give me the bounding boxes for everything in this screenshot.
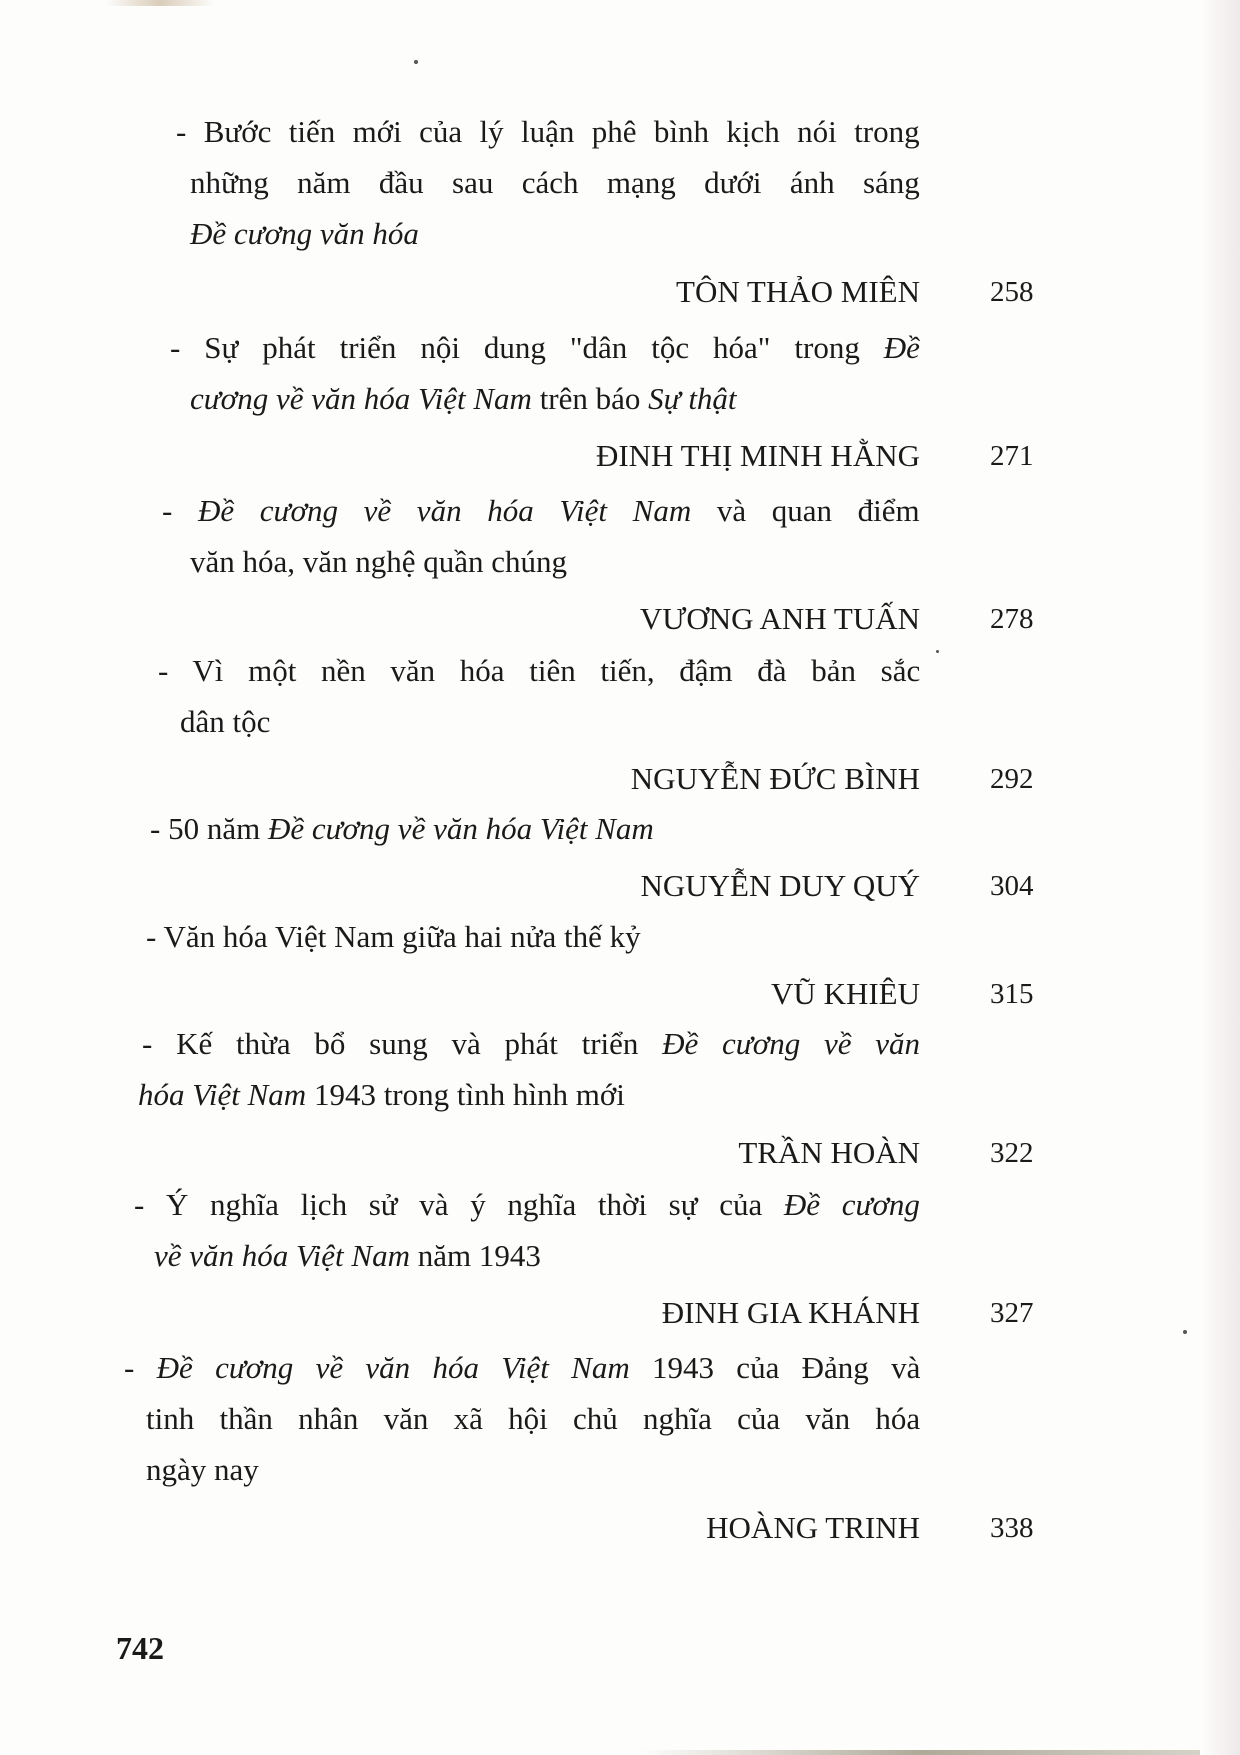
toc-title-italic-segment: Đề cương về văn hóa Việt Nam [156,1350,630,1385]
page-edge-shadow-right [1200,0,1240,1755]
toc-title-segment: - [124,1350,157,1385]
toc-entry-page-number: 278 [990,603,1034,635]
toc-title-italic-segment: Đề cương về văn hóa Việt Nam [197,493,692,528]
toc-entry-author: VŨ KHIÊU [771,976,920,1011]
toc-title-segment: - 50 năm [150,811,268,846]
toc-entry-title-line [146,1450,259,1490]
toc-title-italic-segment: Đề [883,330,920,365]
toc-entry-title-line [146,1399,920,1439]
toc-entry-page-number: 322 [990,1137,1034,1169]
toc-title-italic-segment: hóa Việt Nam [138,1077,307,1112]
toc-entry-title-line [176,112,920,152]
toc-entry-title-line [158,651,920,691]
toc-title-italic-segment: cương về văn hóa Việt Nam [190,381,532,416]
toc-title-italic-segment: Đề cương [783,1187,920,1222]
page-number: 742 [116,1630,164,1666]
toc-entry-author: TÔN THẢO MIÊN [676,274,920,309]
toc-entry-page-number: 315 [990,978,1034,1010]
toc-title-segment: - Sự phát triển nội dung "dân tộc hóa" trong [170,330,884,365]
toc-entry-author: ĐINH GIA KHÁNH [661,1295,920,1330]
toc-entry-title-line [190,379,737,419]
toc-title-segment: - [162,493,198,528]
toc-title-segment: - Bước tiến mới của lý luận phê bình kịch nói trong [176,114,920,149]
toc-entry-title-line [170,328,920,368]
toc-title-segment: - Ý nghĩa lịch sử và ý nghĩa thời sự của [134,1187,784,1222]
toc-entry-title-line [154,1236,541,1276]
speck [414,60,418,64]
page-edge-shadow-bottom [640,1750,1200,1755]
toc-entry-title-line [138,1075,625,1115]
toc-title-segment: văn hóa, văn nghệ quần chúng [190,544,568,579]
toc-entry-page-number: 271 [990,440,1034,472]
toc-title-italic-segment: Đề cương về văn hóa Việt Nam [267,811,654,846]
toc-entry-title-line [162,491,920,531]
toc-entry-author: NGUYỄN DUY QUÝ [640,868,920,903]
toc-entry-author: NGUYỄN ĐỨC BÌNH [630,761,920,796]
page-edge-shadow-top [105,0,215,6]
toc-title-italic-segment: Đề cương văn hóa [190,216,419,251]
toc-title-segment: - Vì một nền văn hóa tiên tiến, đậm đà bản sắc [158,653,921,688]
toc-entry-page-number: 258 [990,276,1034,308]
toc-title-segment: những năm đầu sau cách mạng dưới ánh sáng [190,165,920,200]
toc-title-italic-segment: về văn hóa Việt Nam [154,1238,410,1273]
toc-entry-title-line [190,542,567,582]
toc-entry-title-line [124,1348,920,1388]
toc-title-segment: ngày nay [146,1452,259,1487]
toc-title-segment: trên báo [531,381,649,416]
toc-entry-page-number: 304 [990,870,1034,902]
toc-title-segment: 1943 của Đảng và [629,1350,921,1385]
toc-entry-title-line [190,214,419,254]
speck [936,650,939,653]
toc-title-segment: tinh thần nhân văn xã hội chủ nghĩa của văn hóa [146,1401,921,1436]
toc-entry-page-number: 338 [990,1512,1034,1544]
toc-title-italic-segment: Đề cương về văn [662,1026,921,1061]
speck [1183,1330,1187,1334]
toc-entry-page-number: 327 [990,1297,1034,1329]
toc-entry-title-line [146,917,641,957]
toc-entry-author: TRẦN HOÀN [738,1135,920,1170]
toc-entry-author: VƯƠNG ANH TUẤN [639,601,920,636]
toc-title-segment: dân tộc [180,704,271,739]
toc-title-italic-segment: Sự thật [648,381,737,416]
toc-entry-title-line [190,163,920,203]
toc-entry-title-line [180,702,270,742]
toc-title-segment: và quan điểm [691,493,920,528]
toc-title-segment: năm 1943 [409,1238,541,1273]
toc-entry-author: HOÀNG TRINH [706,1510,920,1545]
toc-title-segment: - Văn hóa Việt Nam giữa hai nửa thế kỷ [146,919,641,954]
toc-entry-title-line [134,1185,920,1225]
toc-entry-title-line [150,809,654,849]
toc-entry-page-number: 292 [990,763,1034,795]
toc-title-segment: - Kế thừa bổ sung và phát triển [142,1026,663,1061]
toc-title-segment: 1943 trong tình hình mới [306,1077,625,1112]
toc-entry-title-line [142,1024,920,1064]
toc-entry-author: ĐINH THỊ MINH HẰNG [595,438,920,473]
